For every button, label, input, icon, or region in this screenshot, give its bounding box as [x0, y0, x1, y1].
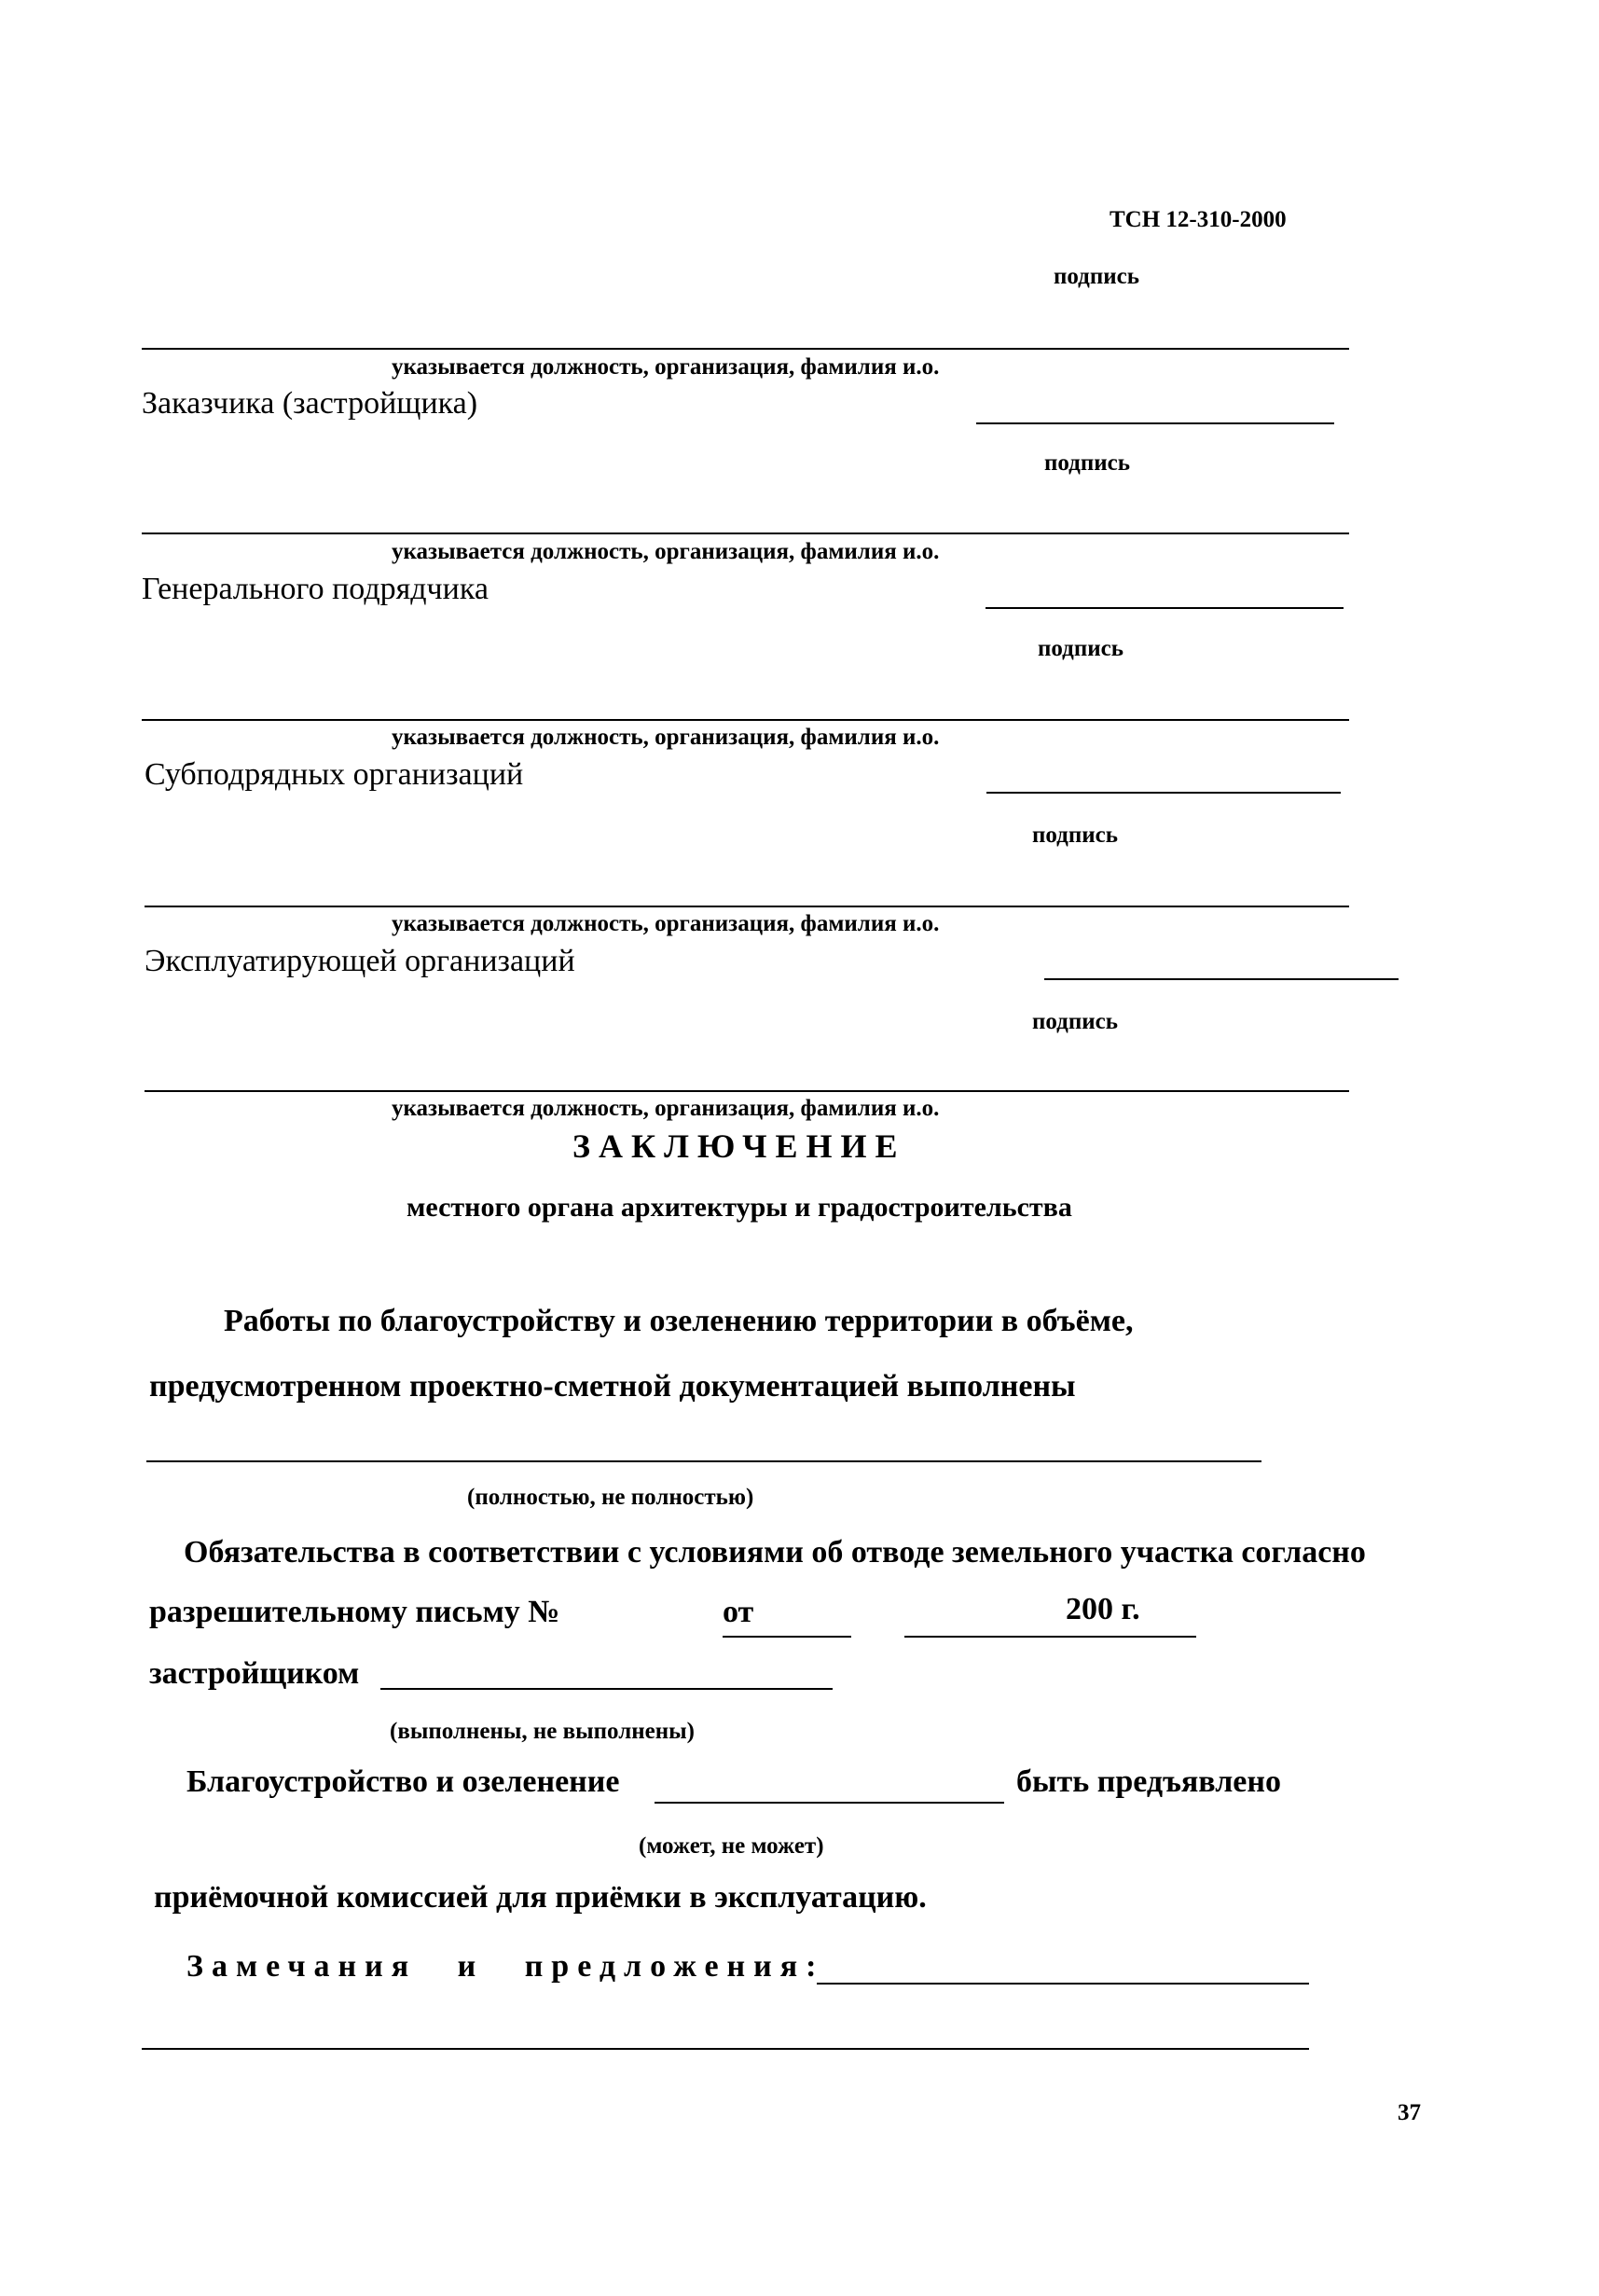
position-caption: указывается должность, организация, фамилия и.о. [392, 1096, 940, 1121]
position-caption: указывается должность, организация, фамилия и.о. [392, 539, 940, 564]
hint-fulfilled: (выполнены, не выполнены) [390, 1719, 695, 1744]
presented-label: быть предъявлено [1016, 1764, 1281, 1799]
paragraph-works-line2: предусмотренном проектно-сметной документацией выполнены [149, 1369, 1076, 1404]
position-caption: указывается должность, организация, фамилия и.о. [392, 354, 940, 380]
signature-line [1044, 978, 1399, 980]
position-line [142, 719, 1349, 721]
signatory-label-subcontractors: Субподрядных организаций [145, 757, 524, 792]
acceptance-commission-line: приёмочной комиссией для приёмки в эксплуатацию. [154, 1880, 927, 1915]
fill-line-may [655, 1802, 1004, 1804]
signature-line [986, 607, 1344, 609]
position-line [142, 348, 1349, 350]
signature-line [976, 422, 1334, 424]
position-line [142, 533, 1349, 534]
signature-caption: подпись [1032, 1009, 1118, 1034]
letter-number-label: разрешительному письму № [149, 1595, 560, 1629]
hint-may: (может, не может) [639, 1833, 824, 1859]
signature-caption: подпись [1032, 823, 1118, 848]
signatory-label-general-contractor: Генерального подрядчика [142, 572, 489, 606]
paragraph-works-line1: Работы по благоустройству и озеленению территории в объёме, [224, 1304, 1134, 1338]
signatory-label-operator: Эксплуатирующей организаций [145, 944, 575, 978]
position-line [145, 1090, 1349, 1092]
paragraph-obligations-line1: Обязательства в соответствии с условиями об отводе земельного участка согласно [184, 1535, 1366, 1570]
landscaping-label: Благоустройство и озеленение [186, 1764, 620, 1799]
fill-line-completeness [146, 1460, 1261, 1462]
conclusion-subtitle: местного органа архитектуры и градостроительства [407, 1192, 1072, 1223]
hint-completeness: (полностью, не полностью) [467, 1485, 754, 1510]
conclusion-title: ЗАКЛЮЧЕНИЕ [572, 1127, 906, 1165]
signature-line [986, 792, 1341, 794]
position-caption: указывается должность, организация, фамилия и.о. [392, 725, 940, 750]
signatory-label-customer: Заказчика (застройщика) [142, 386, 478, 421]
letter-number-line [723, 1636, 851, 1638]
page-number: 37 [1398, 2100, 1421, 2125]
position-caption: указывается должность, организация, фамилия и.о. [392, 911, 940, 936]
remarks-line-2 [142, 2048, 1309, 2050]
letter-from-label: от [723, 1595, 754, 1629]
position-line [145, 906, 1349, 907]
document-code: ТСН 12-310-2000 [1110, 207, 1287, 232]
signature-caption: подпись [1038, 636, 1123, 661]
signature-caption: подпись [1044, 450, 1130, 476]
fill-line-fulfilled [380, 1688, 833, 1690]
letter-year: 200 г. [1066, 1592, 1140, 1626]
letter-date-line [904, 1636, 1196, 1638]
signature-caption: подпись [1054, 264, 1139, 289]
remarks-line-1 [817, 1983, 1309, 1985]
developer-label: застройщиком [149, 1656, 360, 1691]
remarks-label: Замечания и предложения: [186, 1949, 825, 1984]
